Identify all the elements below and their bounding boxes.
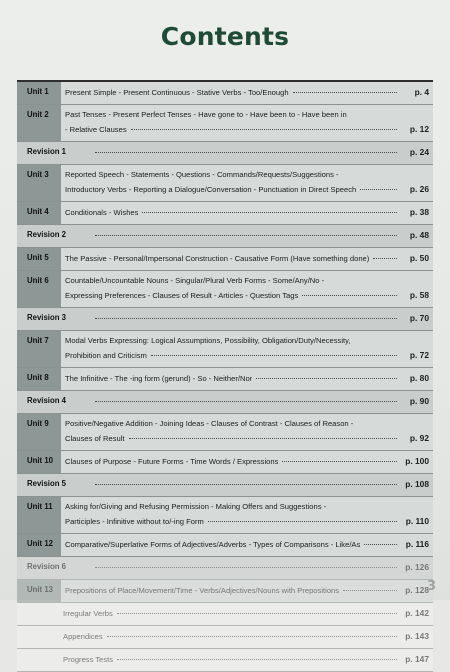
page-title: Contents: [160, 22, 290, 51]
dot-leader: [282, 461, 397, 462]
toc-line: [91, 396, 429, 410]
toc-revision-row: [17, 225, 433, 248]
topic-text: Progress Tests: [63, 655, 114, 664]
dot-leader: [95, 401, 397, 402]
toc-unit-row: [17, 534, 433, 557]
dot-leader: [95, 567, 397, 568]
page-ref: p. 147: [405, 654, 429, 664]
toc-entry-body: [61, 271, 433, 307]
toc-line: [63, 608, 429, 622]
toc-entry-body: [87, 142, 433, 164]
indent-spacer: [17, 649, 61, 671]
dot-leader: [107, 636, 397, 637]
toc-entry-body: [61, 451, 433, 473]
toc-unit-row: [17, 105, 433, 142]
toc-entry-body: [61, 580, 433, 602]
dot-leader: [117, 659, 397, 660]
unit-label: Unit 12: [17, 534, 61, 556]
toc-entry-body: [61, 414, 433, 450]
toc-extra-row: [17, 649, 433, 672]
page-ref: p. 48: [409, 230, 429, 240]
toc-unit-row: [17, 202, 433, 225]
toc-revision-row: [17, 474, 433, 497]
dot-leader: [129, 438, 397, 439]
page-ref: p. 100: [405, 456, 429, 466]
dot-leader: [142, 212, 397, 213]
toc-line: [65, 433, 429, 447]
toc-line: [91, 562, 429, 576]
dot-leader: [117, 613, 397, 614]
unit-label: Unit 4: [17, 202, 61, 224]
page-ref: p. 110: [405, 516, 429, 526]
topic-text: Participles - Infinitive without to/-ing Form: [65, 517, 204, 526]
dot-leader: [360, 189, 397, 190]
toc-line: [65, 184, 429, 198]
topic-text: Positive/Negative Addition - Joining Ideas - Clauses of Contrast - Clauses of Reason -: [65, 419, 354, 428]
dot-leader: [95, 152, 397, 153]
dot-leader: [95, 318, 397, 319]
toc-entry-body: [61, 105, 433, 141]
toc-line: [65, 456, 429, 470]
revision-label: Revision 1: [27, 147, 66, 156]
toc-unit-row: [17, 271, 433, 308]
revision-label: Revision 3: [27, 313, 66, 322]
revision-label: Revision 6: [27, 562, 66, 571]
dot-leader: [95, 484, 397, 485]
toc-line: [91, 313, 429, 327]
dot-leader: [208, 521, 397, 522]
page-ref: p. 128: [405, 585, 429, 595]
topic-text: Conditionals - Wishes: [65, 208, 139, 217]
toc-line: [65, 276, 429, 290]
unit-label: Unit 10: [17, 451, 61, 473]
dot-leader: [302, 295, 397, 296]
topic-text: Countable/Uncountable Nouns - Singular/Plural Verb Forms - Some/Any/No -: [65, 276, 325, 285]
page-ref: p. 50: [409, 253, 429, 263]
toc-unit-row: [17, 331, 433, 368]
unit-label: Unit 11: [17, 497, 61, 533]
toc-line: [65, 502, 429, 516]
page-ref: p. 4: [414, 87, 429, 97]
page-ref: p. 92: [409, 433, 429, 443]
page-ref: p. 142: [405, 608, 429, 618]
table-of-contents: [17, 80, 433, 672]
dot-leader: [293, 92, 397, 93]
toc-line: [65, 419, 429, 433]
toc-line: [65, 336, 429, 350]
indent-spacer: [17, 626, 61, 648]
unit-label: Unit 6: [17, 271, 61, 307]
toc-line: [63, 654, 429, 668]
topic-text: Modal Verbs Expressing: Logical Assumptions, Possibility, Obligation/Duty/Necessity,: [65, 336, 351, 345]
toc-unit-row: [17, 82, 433, 105]
revision-label: Revision 4: [27, 396, 66, 405]
topic-text: Expressing Preferences - Clauses of Result - Articles - Question Tags: [65, 291, 299, 300]
toc-entry-body: [61, 626, 433, 648]
page-ref: p. 26: [409, 184, 429, 194]
toc-revision-row: [17, 308, 433, 331]
toc-extra-row: [17, 603, 433, 626]
topic-text: - Relative Clauses: [65, 125, 127, 134]
unit-label: Unit 5: [17, 248, 61, 270]
page-ref: p. 38: [409, 207, 429, 217]
topic-text: Prohibition and Criticism: [65, 351, 147, 360]
dot-leader: [364, 544, 397, 545]
topic-text: The Infinitive - The -ing form (gerund) - So - Neither/Nor: [65, 374, 253, 383]
toc-line: [65, 170, 429, 184]
unit-label: Unit 7: [17, 331, 61, 367]
toc-line: [65, 290, 429, 304]
page-ref: p. 90: [409, 396, 429, 406]
page-ref: p. 126: [405, 562, 429, 572]
toc-entry-body: [87, 474, 433, 496]
revision-label: Revision 5: [27, 479, 66, 488]
page-ref: p. 143: [405, 631, 429, 641]
toc-line: [91, 147, 429, 161]
topic-text: Clauses of Purpose - Future Forms - Time Words / Expressions: [65, 457, 279, 466]
toc-unit-row: [17, 414, 433, 451]
toc-entry-body: [61, 331, 433, 367]
unit-label: Unit 1: [17, 82, 61, 104]
toc-line: [65, 253, 429, 267]
topic-text: The Passive - Personal/Impersonal Construction - Causative Form (Have something done): [65, 254, 370, 263]
toc-line: [65, 87, 429, 101]
toc-revision-row: [17, 142, 433, 165]
topic-text: Irregular Verbs: [63, 609, 113, 618]
toc-entry-body: [61, 649, 433, 671]
indent-spacer: [17, 603, 61, 625]
toc-entry-body: [87, 225, 433, 247]
dot-leader: [131, 129, 397, 130]
topic-text: Appendices: [63, 632, 103, 641]
topic-text: Reported Speech - Statements - Questions - Commands/Requests/Suggestions -: [65, 170, 339, 179]
toc-revision-row: [17, 557, 433, 580]
toc-entry-body: [61, 368, 433, 390]
toc-line: [65, 207, 429, 221]
toc-line: [65, 585, 429, 599]
toc-line: [63, 631, 429, 645]
toc-line: [65, 539, 429, 553]
toc-line: [65, 373, 429, 387]
toc-entry-body: [61, 202, 433, 224]
page-ref: p. 116: [405, 539, 429, 549]
dot-leader: [343, 590, 397, 591]
toc-entry-body: [61, 497, 433, 533]
dot-leader: [373, 258, 397, 259]
toc-entry-body: [61, 82, 433, 104]
unit-label: Unit 3: [17, 165, 61, 201]
topic-text: Comparative/Superlative Forms of Adjectives/Adverbs - Types of Comparisons - Like/As: [65, 540, 361, 549]
toc-unit-row: [17, 451, 433, 474]
page-ref: p. 80: [409, 373, 429, 383]
toc-unit-row: [17, 368, 433, 391]
toc-unit-row: [17, 165, 433, 202]
page-ref: p. 108: [405, 479, 429, 489]
unit-label: Unit 9: [17, 414, 61, 450]
toc-line: [91, 479, 429, 493]
page-ref: p. 58: [409, 290, 429, 300]
page-ref: p. 70: [409, 313, 429, 323]
dot-leader: [151, 355, 397, 356]
toc-line: [91, 230, 429, 244]
toc-line: [65, 350, 429, 364]
topic-text: Prepositions of Place/Movement/Time - Verbs/Adjectives/Nouns with Prepositions: [65, 586, 340, 595]
page-ref: p. 12: [409, 124, 429, 134]
page-number: 3: [426, 579, 436, 594]
toc-extra-row: [17, 626, 433, 649]
toc-entry-body: [87, 557, 433, 579]
toc-entry-body: [61, 534, 433, 556]
page-ref: p. 72: [409, 350, 429, 360]
unit-label: Unit 2: [17, 105, 61, 141]
toc-unit-row: [17, 248, 433, 271]
topic-text: Past Tenses - Present Perfect Tenses - Have gone to - Have been to - Have been in: [65, 110, 347, 119]
toc-line: [65, 516, 429, 530]
toc-entry-body: [61, 603, 433, 625]
page-ref: p. 24: [409, 147, 429, 157]
topic-text: Asking for/Giving and Refusing Permission - Making Offers and Suggestions -: [65, 502, 327, 511]
unit-label: Unit 13: [17, 580, 61, 602]
revision-label: Revision 2: [27, 230, 66, 239]
topic-text: Present Simple - Present Continuous - Stative Verbs - Too/Enough: [65, 88, 289, 97]
dot-leader: [95, 235, 397, 236]
toc-entry-body: [87, 391, 433, 413]
toc-entry-body: [87, 308, 433, 330]
toc-line: [65, 124, 429, 138]
toc-line: [65, 110, 429, 124]
dot-leader: [256, 378, 397, 379]
topic-text: Clauses of Result: [65, 434, 125, 443]
topic-text: Introductory Verbs - Reporting a Dialogue/Conversation - Punctuation in Direct Speech: [65, 185, 357, 194]
toc-unit-row: [17, 497, 433, 534]
toc-revision-row: [17, 391, 433, 414]
toc-entry-body: [61, 248, 433, 270]
toc-entry-body: [61, 165, 433, 201]
unit-label: Unit 8: [17, 368, 61, 390]
